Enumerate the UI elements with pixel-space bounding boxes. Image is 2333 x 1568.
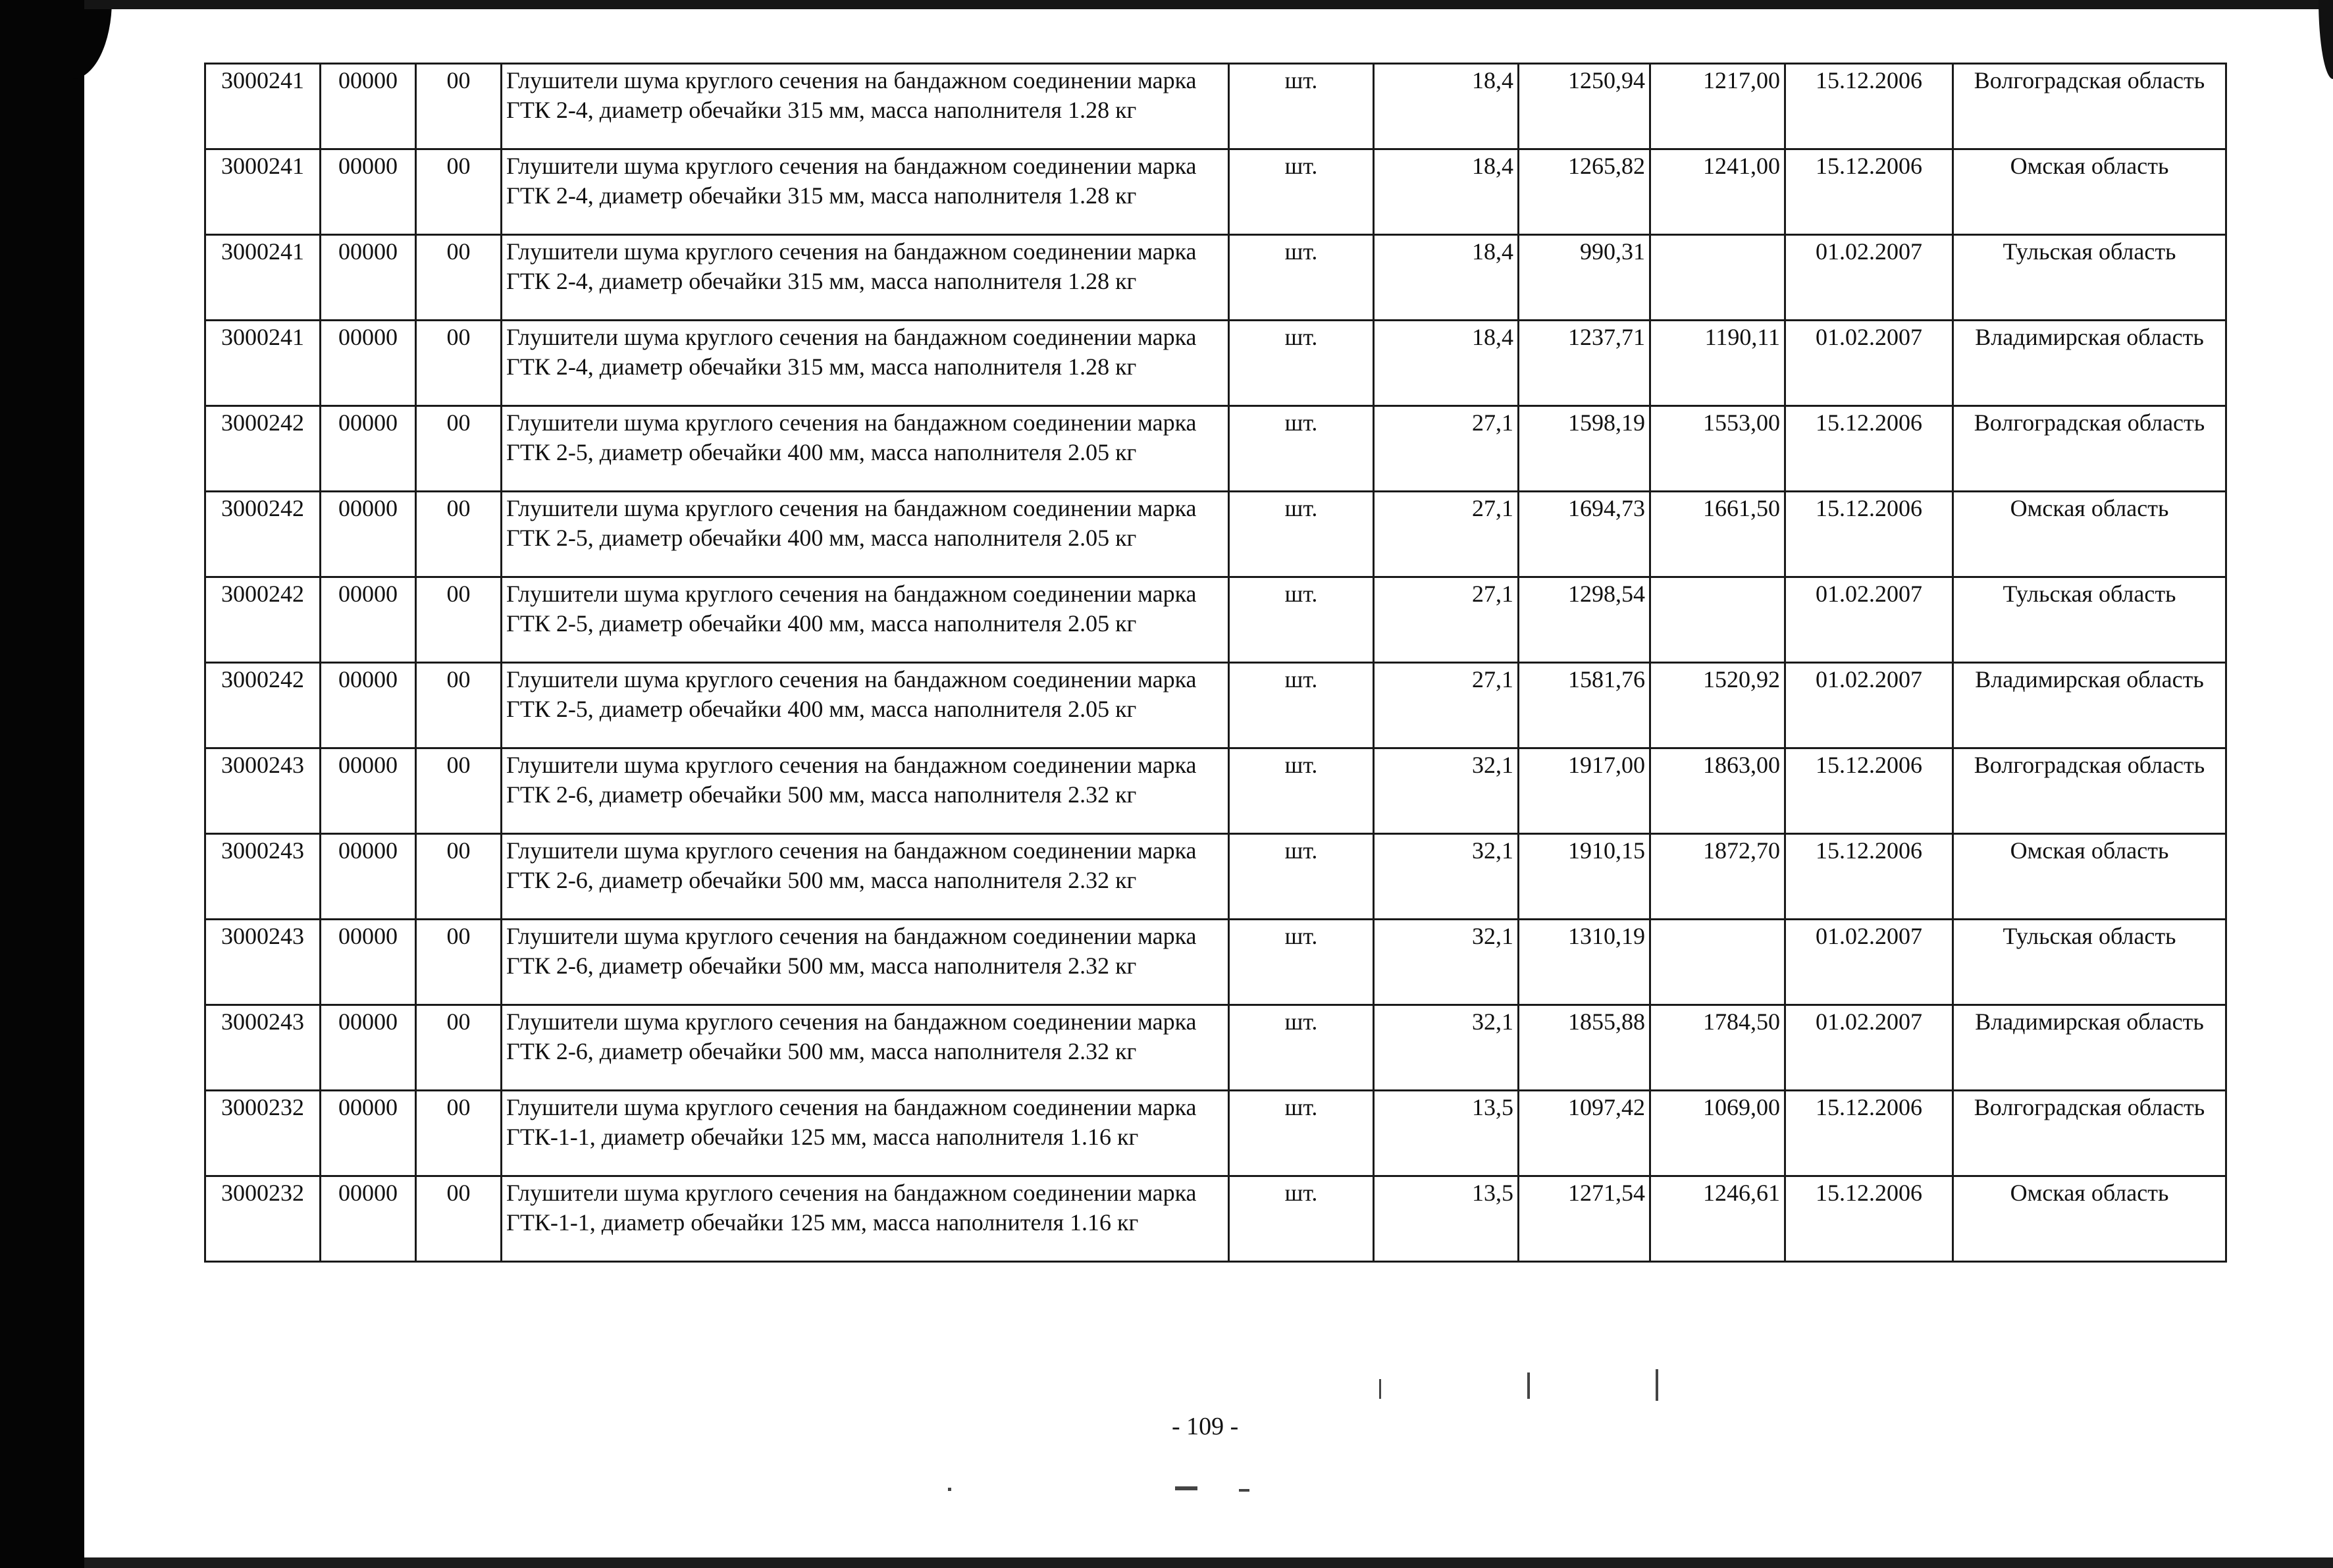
cell-price-1: 1581,76 — [1519, 663, 1650, 748]
cell-region: Волгоградская область — [1953, 406, 2226, 492]
cell-subcode: 00000 — [321, 1005, 416, 1091]
cell-number: 00 — [416, 920, 502, 1005]
cell-code: 3000241 — [205, 235, 321, 321]
cell-mass: 27,1 — [1374, 663, 1519, 748]
cell-subcode: 00000 — [321, 64, 416, 149]
scan-border-curve — [72, 0, 112, 79]
cell-price-2: 1784,50 — [1650, 1005, 1785, 1091]
cell-mass: 18,4 — [1374, 64, 1519, 149]
cell-description: Глушители шума круглого сечения на бандажном соединении марка ГТК-1-1, диаметр обечайки 125 мм, масса наполнителя 1.16 кг — [502, 1091, 1229, 1176]
cell-price-1: 1237,71 — [1519, 321, 1650, 406]
cell-price-1: 1917,00 — [1519, 748, 1650, 834]
cell-price-1: 1310,19 — [1519, 920, 1650, 1005]
cell-date: 01.02.2007 — [1785, 321, 1953, 406]
cell-price-2: 1190,11 — [1650, 321, 1785, 406]
cell-price-2: 1863,00 — [1650, 748, 1785, 834]
cell-description: Глушители шума круглого сечения на бандажном соединении марка ГТК 2-5, диаметр обечайки 400 мм, масса наполнителя 2.05 кг — [502, 492, 1229, 577]
cell-mass: 32,1 — [1374, 834, 1519, 920]
cell-code: 3000232 — [205, 1176, 321, 1262]
cell-price-2: 1520,92 — [1650, 663, 1785, 748]
cell-code: 3000242 — [205, 577, 321, 663]
table-row — [205, 920, 2226, 1005]
scan-border-bottom — [84, 1557, 2333, 1568]
cell-price-1: 1855,88 — [1519, 1005, 1650, 1091]
price-table — [204, 63, 2227, 1263]
cell-price-1: 1910,15 — [1519, 834, 1650, 920]
cell-description: Глушители шума круглого сечения на бандажном соединении марка ГТК 2-6, диаметр обечайки 500 мм, масса наполнителя 2.32 кг — [502, 920, 1229, 1005]
cell-code: 3000243 — [205, 748, 321, 834]
cell-description: Глушители шума круглого сечения на бандажном соединении марка ГТК 2-4, диаметр обечайки 315 мм, масса наполнителя 1.28 кг — [502, 149, 1229, 235]
cell-subcode: 00000 — [321, 321, 416, 406]
scan-speck — [1527, 1372, 1530, 1399]
cell-unit: шт. — [1229, 1091, 1374, 1176]
cell-region: Омская область — [1953, 834, 2226, 920]
cell-date: 15.12.2006 — [1785, 748, 1953, 834]
cell-unit: шт. — [1229, 321, 1374, 406]
cell-number: 00 — [416, 1091, 502, 1176]
table-row — [205, 577, 2226, 663]
cell-date: 01.02.2007 — [1785, 663, 1953, 748]
cell-date: 15.12.2006 — [1785, 64, 1953, 149]
cell-date: 15.12.2006 — [1785, 406, 1953, 492]
cell-price-2: 1069,00 — [1650, 1091, 1785, 1176]
cell-unit: шт. — [1229, 235, 1374, 321]
cell-date: 01.02.2007 — [1785, 920, 1953, 1005]
scan-speck — [1656, 1369, 1658, 1401]
cell-region: Владимирская область — [1953, 663, 2226, 748]
cell-code: 3000243 — [205, 1005, 321, 1091]
cell-number: 00 — [416, 321, 502, 406]
cell-price-2: 1246,61 — [1650, 1176, 1785, 1262]
cell-date: 01.02.2007 — [1785, 1005, 1953, 1091]
cell-number: 00 — [416, 492, 502, 577]
cell-subcode: 00000 — [321, 834, 416, 920]
cell-price-1: 1298,54 — [1519, 577, 1650, 663]
cell-region: Тульская область — [1953, 920, 2226, 1005]
cell-date: 15.12.2006 — [1785, 1091, 1953, 1176]
cell-mass: 18,4 — [1374, 149, 1519, 235]
cell-number: 00 — [416, 64, 502, 149]
cell-price-1: 1271,54 — [1519, 1176, 1650, 1262]
cell-mass: 27,1 — [1374, 492, 1519, 577]
cell-unit: шт. — [1229, 577, 1374, 663]
cell-date: 15.12.2006 — [1785, 492, 1953, 577]
cell-mass: 32,1 — [1374, 920, 1519, 1005]
cell-region: Тульская область — [1953, 235, 2226, 321]
cell-subcode: 00000 — [321, 663, 416, 748]
cell-subcode: 00000 — [321, 1176, 416, 1262]
cell-code: 3000241 — [205, 64, 321, 149]
cell-number: 00 — [416, 1005, 502, 1091]
cell-price-1: 1265,82 — [1519, 149, 1650, 235]
cell-unit: шт. — [1229, 492, 1374, 577]
table-row — [205, 149, 2226, 235]
cell-region: Волгоградская область — [1953, 748, 2226, 834]
cell-code: 3000243 — [205, 920, 321, 1005]
cell-description: Глушители шума круглого сечения на бандажном соединении марка ГТК 2-6, диаметр обечайки 500 мм, масса наполнителя 2.32 кг — [502, 748, 1229, 834]
cell-region: Омская область — [1953, 1176, 2226, 1262]
cell-mass: 32,1 — [1374, 748, 1519, 834]
table-row — [205, 64, 2226, 149]
cell-description: Глушители шума круглого сечения на бандажном соединении марка ГТК 2-4, диаметр обечайки 315 мм, масса наполнителя 1.28 кг — [502, 235, 1229, 321]
cell-unit: шт. — [1229, 920, 1374, 1005]
cell-description: Глушители шума круглого сечения на бандажном соединении марка ГТК 2-6, диаметр обечайки 500 мм, масса наполнителя 2.32 кг — [502, 1005, 1229, 1091]
cell-description: Глушители шума круглого сечения на бандажном соединении марка ГТК 2-6, диаметр обечайки 500 мм, масса наполнителя 2.32 кг — [502, 834, 1229, 920]
cell-mass: 13,5 — [1374, 1176, 1519, 1262]
cell-date: 15.12.2006 — [1785, 149, 1953, 235]
cell-unit: шт. — [1229, 1176, 1374, 1262]
cell-unit: шт. — [1229, 834, 1374, 920]
cell-mass: 27,1 — [1374, 577, 1519, 663]
cell-mass: 18,4 — [1374, 321, 1519, 406]
scan-speck — [1175, 1486, 1197, 1490]
cell-subcode: 00000 — [321, 1091, 416, 1176]
cell-mass: 13,5 — [1374, 1091, 1519, 1176]
table-row — [205, 748, 2226, 834]
table-row — [205, 1005, 2226, 1091]
cell-subcode: 00000 — [321, 748, 416, 834]
cell-date: 15.12.2006 — [1785, 834, 1953, 920]
cell-subcode: 00000 — [321, 577, 416, 663]
cell-code: 3000232 — [205, 1091, 321, 1176]
cell-unit: шт. — [1229, 406, 1374, 492]
cell-price-1: 990,31 — [1519, 235, 1650, 321]
cell-mass: 32,1 — [1374, 1005, 1519, 1091]
cell-region: Тульская область — [1953, 577, 2226, 663]
scan-speck — [1379, 1379, 1381, 1399]
cell-price-2: 1553,00 — [1650, 406, 1785, 492]
cell-description: Глушители шума круглого сечения на бандажном соединении марка ГТК 2-5, диаметр обечайки 400 мм, масса наполнителя 2.05 кг — [502, 663, 1229, 748]
cell-number: 00 — [416, 235, 502, 321]
cell-description: Глушители шума круглого сечения на бандажном соединении марка ГТК 2-4, диаметр обечайки 315 мм, масса наполнителя 1.28 кг — [502, 321, 1229, 406]
cell-unit: шт. — [1229, 663, 1374, 748]
cell-number: 00 — [416, 663, 502, 748]
cell-description: Глушители шума круглого сечения на бандажном соединении марка ГТК 2-5, диаметр обечайки 400 мм, масса наполнителя 2.05 кг — [502, 577, 1229, 663]
scan-speck — [948, 1488, 951, 1491]
table-row — [205, 492, 2226, 577]
cell-number: 00 — [416, 406, 502, 492]
cell-region: Владимирская область — [1953, 321, 2226, 406]
scan-border-top — [84, 0, 2333, 9]
cell-price-2: 1241,00 — [1650, 149, 1785, 235]
cell-price-2: 1661,50 — [1650, 492, 1785, 577]
cell-subcode: 00000 — [321, 492, 416, 577]
cell-price-1: 1694,73 — [1519, 492, 1650, 577]
cell-region: Омская область — [1953, 492, 2226, 577]
table-row — [205, 235, 2226, 321]
cell-number: 00 — [416, 149, 502, 235]
cell-price-2 — [1650, 577, 1785, 663]
cell-price-2: 1872,70 — [1650, 834, 1785, 920]
table-row — [205, 1091, 2226, 1176]
cell-description: Глушители шума круглого сечения на бандажном соединении марка ГТК 2-4, диаметр обечайки 315 мм, масса наполнителя 1.28 кг — [502, 64, 1229, 149]
cell-unit: шт. — [1229, 748, 1374, 834]
cell-code: 3000242 — [205, 663, 321, 748]
cell-number: 00 — [416, 834, 502, 920]
cell-subcode: 00000 — [321, 235, 416, 321]
table-row — [205, 663, 2226, 748]
cell-region: Владимирская область — [1953, 1005, 2226, 1091]
cell-price-2 — [1650, 920, 1785, 1005]
cell-unit: шт. — [1229, 64, 1374, 149]
cell-subcode: 00000 — [321, 406, 416, 492]
table-row — [205, 1176, 2226, 1262]
cell-description: Глушители шума круглого сечения на бандажном соединении марка ГТК-1-1, диаметр обечайки 125 мм, масса наполнителя 1.16 кг — [502, 1176, 1229, 1262]
cell-code: 3000242 — [205, 492, 321, 577]
cell-mass: 27,1 — [1374, 406, 1519, 492]
cell-number: 00 — [416, 577, 502, 663]
cell-unit: шт. — [1229, 1005, 1374, 1091]
cell-code: 3000241 — [205, 149, 321, 235]
cell-region: Омская область — [1953, 149, 2226, 235]
table-row — [205, 834, 2226, 920]
cell-code: 3000241 — [205, 321, 321, 406]
cell-code: 3000242 — [205, 406, 321, 492]
scan-border-right — [2319, 0, 2333, 79]
cell-date: 15.12.2006 — [1785, 1176, 1953, 1262]
table-row — [205, 406, 2226, 492]
cell-code: 3000243 — [205, 834, 321, 920]
cell-price-1: 1250,94 — [1519, 64, 1650, 149]
cell-number: 00 — [416, 1176, 502, 1262]
table-body — [205, 64, 2226, 1262]
cell-price-1: 1598,19 — [1519, 406, 1650, 492]
cell-subcode: 00000 — [321, 149, 416, 235]
cell-price-1: 1097,42 — [1519, 1091, 1650, 1176]
scan-border-left — [0, 0, 84, 1568]
cell-region: Волгоградская область — [1953, 1091, 2226, 1176]
cell-price-2: 1217,00 — [1650, 64, 1785, 149]
page-number: - 109 - — [1172, 1413, 1239, 1440]
scan-speck — [1239, 1489, 1249, 1492]
cell-subcode: 00000 — [321, 920, 416, 1005]
cell-region: Волгоградская область — [1953, 64, 2226, 149]
cell-mass: 18,4 — [1374, 235, 1519, 321]
cell-date: 01.02.2007 — [1785, 577, 1953, 663]
cell-price-2 — [1650, 235, 1785, 321]
cell-description: Глушители шума круглого сечения на бандажном соединении марка ГТК 2-5, диаметр обечайки 400 мм, масса наполнителя 2.05 кг — [502, 406, 1229, 492]
cell-number: 00 — [416, 748, 502, 834]
cell-unit: шт. — [1229, 149, 1374, 235]
table-row — [205, 321, 2226, 406]
cell-date: 01.02.2007 — [1785, 235, 1953, 321]
